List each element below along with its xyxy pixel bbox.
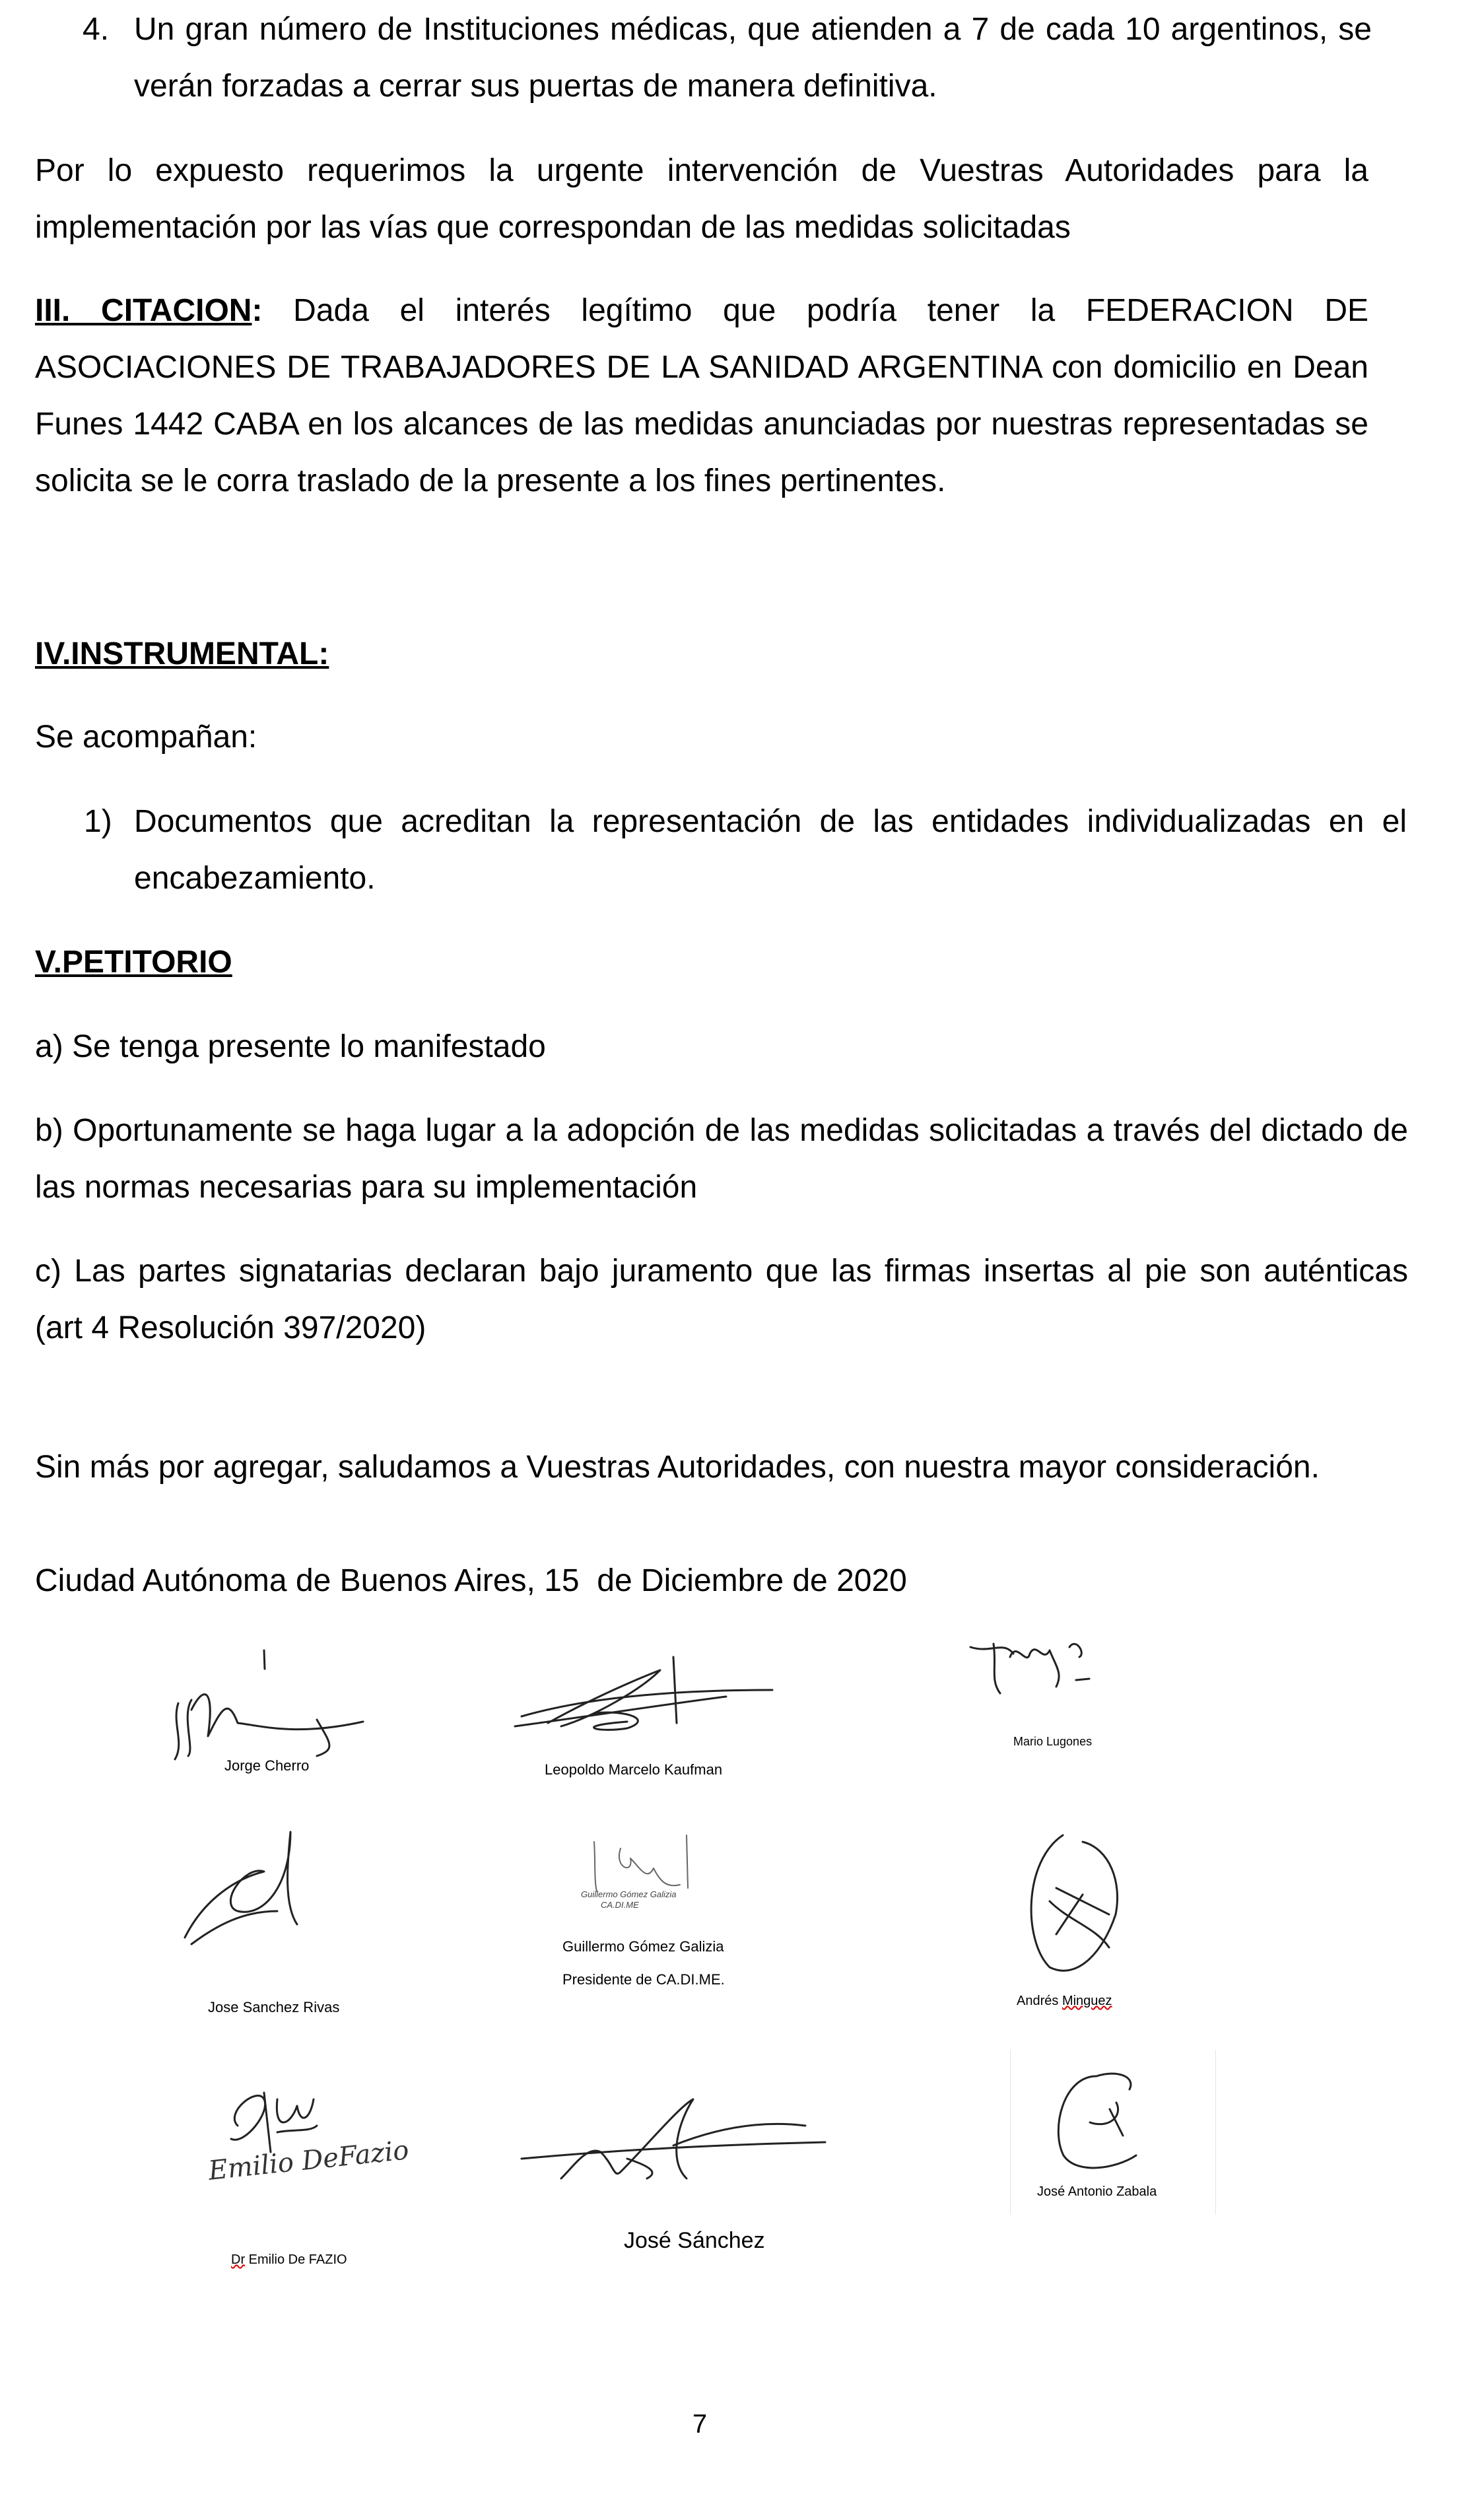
signature-mario-lugones <box>964 1627 1135 1759</box>
signature-emilio-de-fazio <box>198 2073 411 2284</box>
signer-name: Dr Emilio De FAZIO <box>231 2252 347 2267</box>
signature-scribble <box>515 2079 832 2185</box>
signature-jose-antonio-zabala <box>1010 2050 1216 2215</box>
signature-scribble <box>178 1812 389 1984</box>
signature-jose-sanchez-rivas <box>178 1812 389 2023</box>
signature-leopoldo-kaufman <box>508 1650 786 1782</box>
signature-scribble <box>1011 2050 1215 2175</box>
paragraph-por-lo-expuesto: Por lo expuesto requerimos la urgente intervención de Vuestras Autoridades para la implementación por las vías que correspondan de las medidas solicitadas <box>35 153 1368 245</box>
instrumental-item-1: Documentos que acreditan la representación de las entidades individualizadas en el encabezamiento. <box>134 804 1407 896</box>
handwritten-name: Emilio DeFazio <box>207 2135 411 2186</box>
signer-name: Mario Lugones <box>1013 1735 1093 1748</box>
signer-title: Presidente de CA.DI.ME. <box>562 1971 725 1988</box>
signer-name: Guillermo Gómez Galizia <box>562 1938 724 1955</box>
citacion-colon: : <box>252 293 263 328</box>
signer-name: Andrés Minguez <box>1017 1994 1112 2008</box>
stamp-line: Guillermo Gómez Galizia <box>581 1889 677 1899</box>
signature-jorge-cherro <box>165 1644 383 1789</box>
paragraph-citacion <box>35 283 1368 510</box>
signer-name: Leopoldo Marcelo Kaufman <box>545 1761 723 1778</box>
signer-name: Jose Sanchez Rivas <box>208 1999 340 2015</box>
petitorio-item-b: b) Oportunamente se haga lugar a la adopción de las medidas solicitadas a través del dictado de las normas necesarias para su implementación <box>35 1113 1408 1205</box>
paragraph-se-acompanan: Se acompañan: <box>35 720 257 755</box>
list-number: 4. <box>83 12 110 47</box>
petitorio-item-c: c) Las partes signatarias declaran bajo juramento que las firmas insertas al pie son auténticas (art 4 Resolución 397/2020) <box>35 1254 1408 1345</box>
page-number: 7 <box>692 2410 708 2439</box>
signer-name: José Antonio Zabala <box>1037 2184 1157 2199</box>
list-item-4: Un gran número de Instituciones médicas, que atienden a 7 de cada 10 argentinos, se verán forzadas a cerrar sus puertas de manera definitiva. <box>134 12 1372 104</box>
stamp-line: CA.DI.ME <box>601 1900 639 1910</box>
petitorio-item-a: a) Se tenga presente lo manifestado <box>35 1029 546 1064</box>
signer-name: José Sánchez <box>624 2228 765 2253</box>
citacion-text: Dada el interés legítimo que podría tener la FEDERACION DE ASOCIACIONES DE TRABAJADORES DE LA SANIDAD ARGENTINA con domicilio en Dean Funes 1442 CABA en los alcances de las medidas anunciadas por nuestras representadas se solicita se le corra traslado de la presente a los fines pertinentes. <box>35 293 1368 498</box>
signature-jose-sanchez <box>515 2079 832 2264</box>
signature-andres-minguez <box>1010 1822 1182 2020</box>
signature-scribble <box>1010 1822 1182 1980</box>
signature-gomez-galizia <box>548 1829 766 2000</box>
place-and-date: Ciudad Autónoma de Buenos Aires, 15 de Diciembre de 2020 <box>35 1563 907 1598</box>
signer-name: Jorge Cherro <box>224 1757 310 1774</box>
list-number: 1) <box>84 804 112 839</box>
section-heading-petitorio: V.PETITORIO <box>35 945 232 980</box>
section-heading-instrumental: IV.INSTRUMENTAL: <box>35 636 329 671</box>
citacion-heading: III. CITACION <box>35 293 252 328</box>
signature-scribble <box>964 1627 1135 1733</box>
closing-sentence: Sin más por agregar, saludamos a Vuestras Autoridades, con nuestra mayor consideración. <box>35 1450 1320 1485</box>
signature-scribble <box>508 1650 786 1763</box>
signature-scribble <box>165 1644 383 1776</box>
